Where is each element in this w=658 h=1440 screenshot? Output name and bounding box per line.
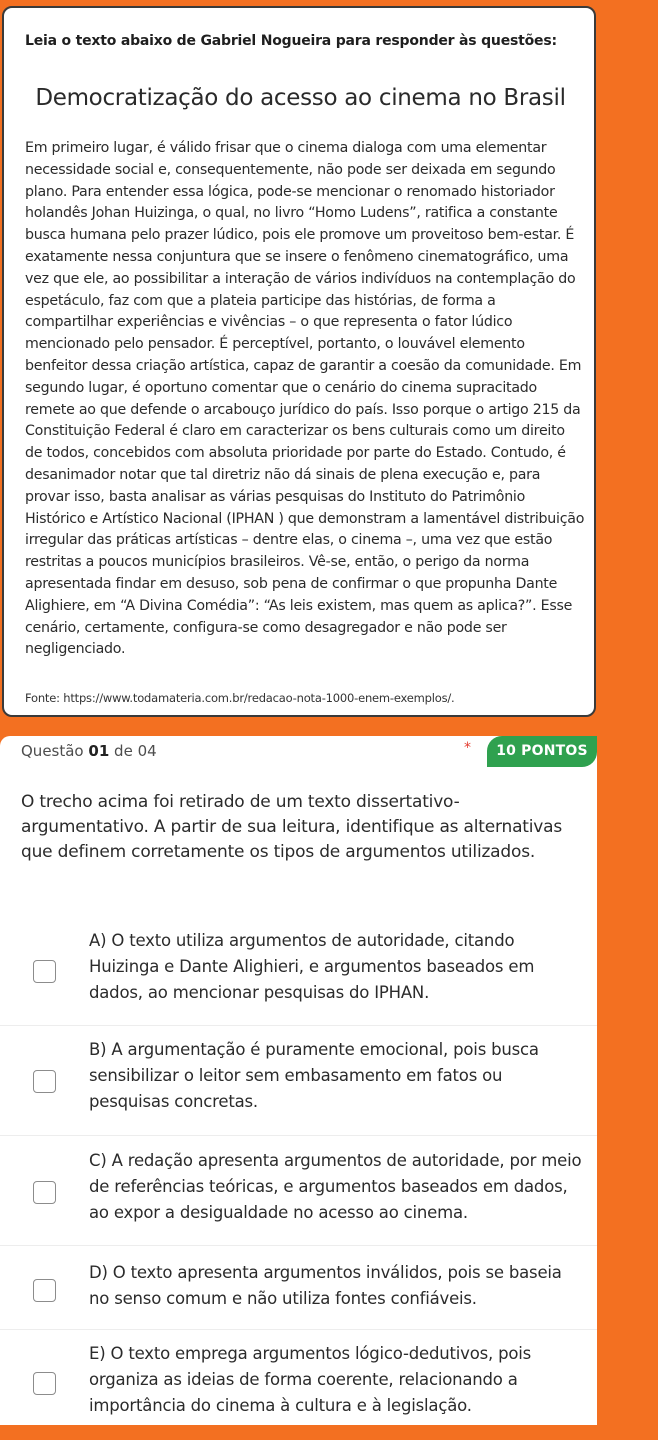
options-list — [0, 916, 597, 1440]
source-text: Fonte: https://www.todamateria.com.br/redacao-nota-1000-enem-exemplos/. — [25, 691, 455, 706]
option-b[interactable] — [0, 1026, 597, 1136]
option-e[interactable] — [0, 1330, 597, 1440]
option-e-checkbox[interactable] — [33, 1372, 56, 1395]
option-b-text: B) A argumentação é puramente emocional, pois busca sensibilizar o leitor sem embasamento em fatos ou pesquisas concretas. — [89, 1040, 539, 1111]
question-label: Questão — [21, 742, 84, 760]
question-prompt: O trecho acima foi retirado de um texto dissertativo-argumentativo. A partir de sua leitura, identifique as alternativas que definem corretamente os tipos de argumentos utilizados. — [21, 792, 563, 862]
option-e-text: E) O texto emprega argumentos lógico-dedutivos, pois organiza as ideias de forma coerente, relacionando a importância do cinema à cultura e à legislação. — [89, 1344, 532, 1415]
option-d-checkbox[interactable] — [33, 1279, 56, 1302]
option-a-text: A) O texto utiliza argumentos de autoridade, citando Huizinga e Dante Alighieri, e argumentos baseados em dados, ao mencionar pesquisas do IPHAN. — [89, 931, 535, 1002]
option-a-checkbox[interactable] — [33, 960, 56, 983]
required-marker: * — [464, 740, 471, 756]
option-c-text: C) A redação apresenta argumentos de autoridade, por meio de referências teóricas, e argumentos baseados em dados, ao expor a desigualdade no acesso ao cinema. — [89, 1151, 582, 1222]
question-card — [0, 736, 597, 1425]
option-c[interactable] — [0, 1136, 597, 1246]
question-of-label: de — [114, 742, 133, 760]
question-total: 04 — [137, 742, 157, 760]
option-b-checkbox[interactable] — [33, 1070, 56, 1093]
text-body: Em primeiro lugar, é válido frisar que o cinema dialoga com uma elementar necessidade social e, consequentemente, não pode ser deixada em segundo plano. Para entender essa lógica, pode-se mencionar o renomado historiador holandês Johan Huizinga, o qual, no livro “Homo Ludens”, ratifica a constante busca humana pelo prazer lúdico, pois ele promove um proveitoso bem-estar. É exatamente nessa conjuntura que se insere o fenômeno cinematográfico, uma vez que ele, ao possibilitar a interação de vários indivíduos na contemplação do espetáculo, faz com que a plateia participe das histórias, de forma a compartilhar experiências e vivências – o que representa o fator lúdico mencionado pelo pensador. É perceptível, portanto, o louvável elemento benfeitor dessa criação artística, capaz de garantir a coesão da comunidade. Em segundo lugar, é oportuno comentar que o cenário do cinema supracitado remete ao que defende o arcabouço jurídico do país. Isso porque o artigo 215 da Constituição Federal é claro em caracterizar os bens culturais como um direito de todos, concebidos com absoluta prioridade por parte do Estado. Contudo, é desanimador notar que tal diretriz não dá sinais de plena execução e, para provar isso, basta analisar as várias pesquisas do Instituto do Patrimônio Histórico e Artístico Nacional (IPHAN ) que demonstram a lamentável distribuição irregular das práticas artísticas – dentre elas, o cinema –, uma vez que estão restritas a poucos municípios brasileiros. Vê-se, então, o perigo da norma apresentada findar em desuso, sob pena de confirmar o que propunha Dante Alighiere, em “A Divina Comédia”: “As leis existem, mas quem as aplica?”. Esse cenário, certamente, configura-se como desagregador e não pode ser negligenciado. — [25, 140, 585, 658]
option-d-text: D) O texto apresenta argumentos inválidos, pois se baseia no senso comum e não utiliza fontes confiáveis. — [89, 1263, 562, 1308]
text-title: Democratização do acesso ao cinema no Brasil — [35, 85, 566, 111]
option-d[interactable] — [0, 1246, 597, 1330]
instruction-text: Leia o texto abaixo de Gabriel Nogueira para responder às questões: — [25, 33, 557, 49]
text-card — [2, 6, 596, 717]
question-counter — [21, 742, 157, 760]
points-badge: 10 PONTOS — [487, 736, 597, 767]
question-number: 01 — [88, 742, 110, 760]
option-c-checkbox[interactable] — [33, 1181, 56, 1204]
option-a[interactable] — [0, 916, 597, 1026]
